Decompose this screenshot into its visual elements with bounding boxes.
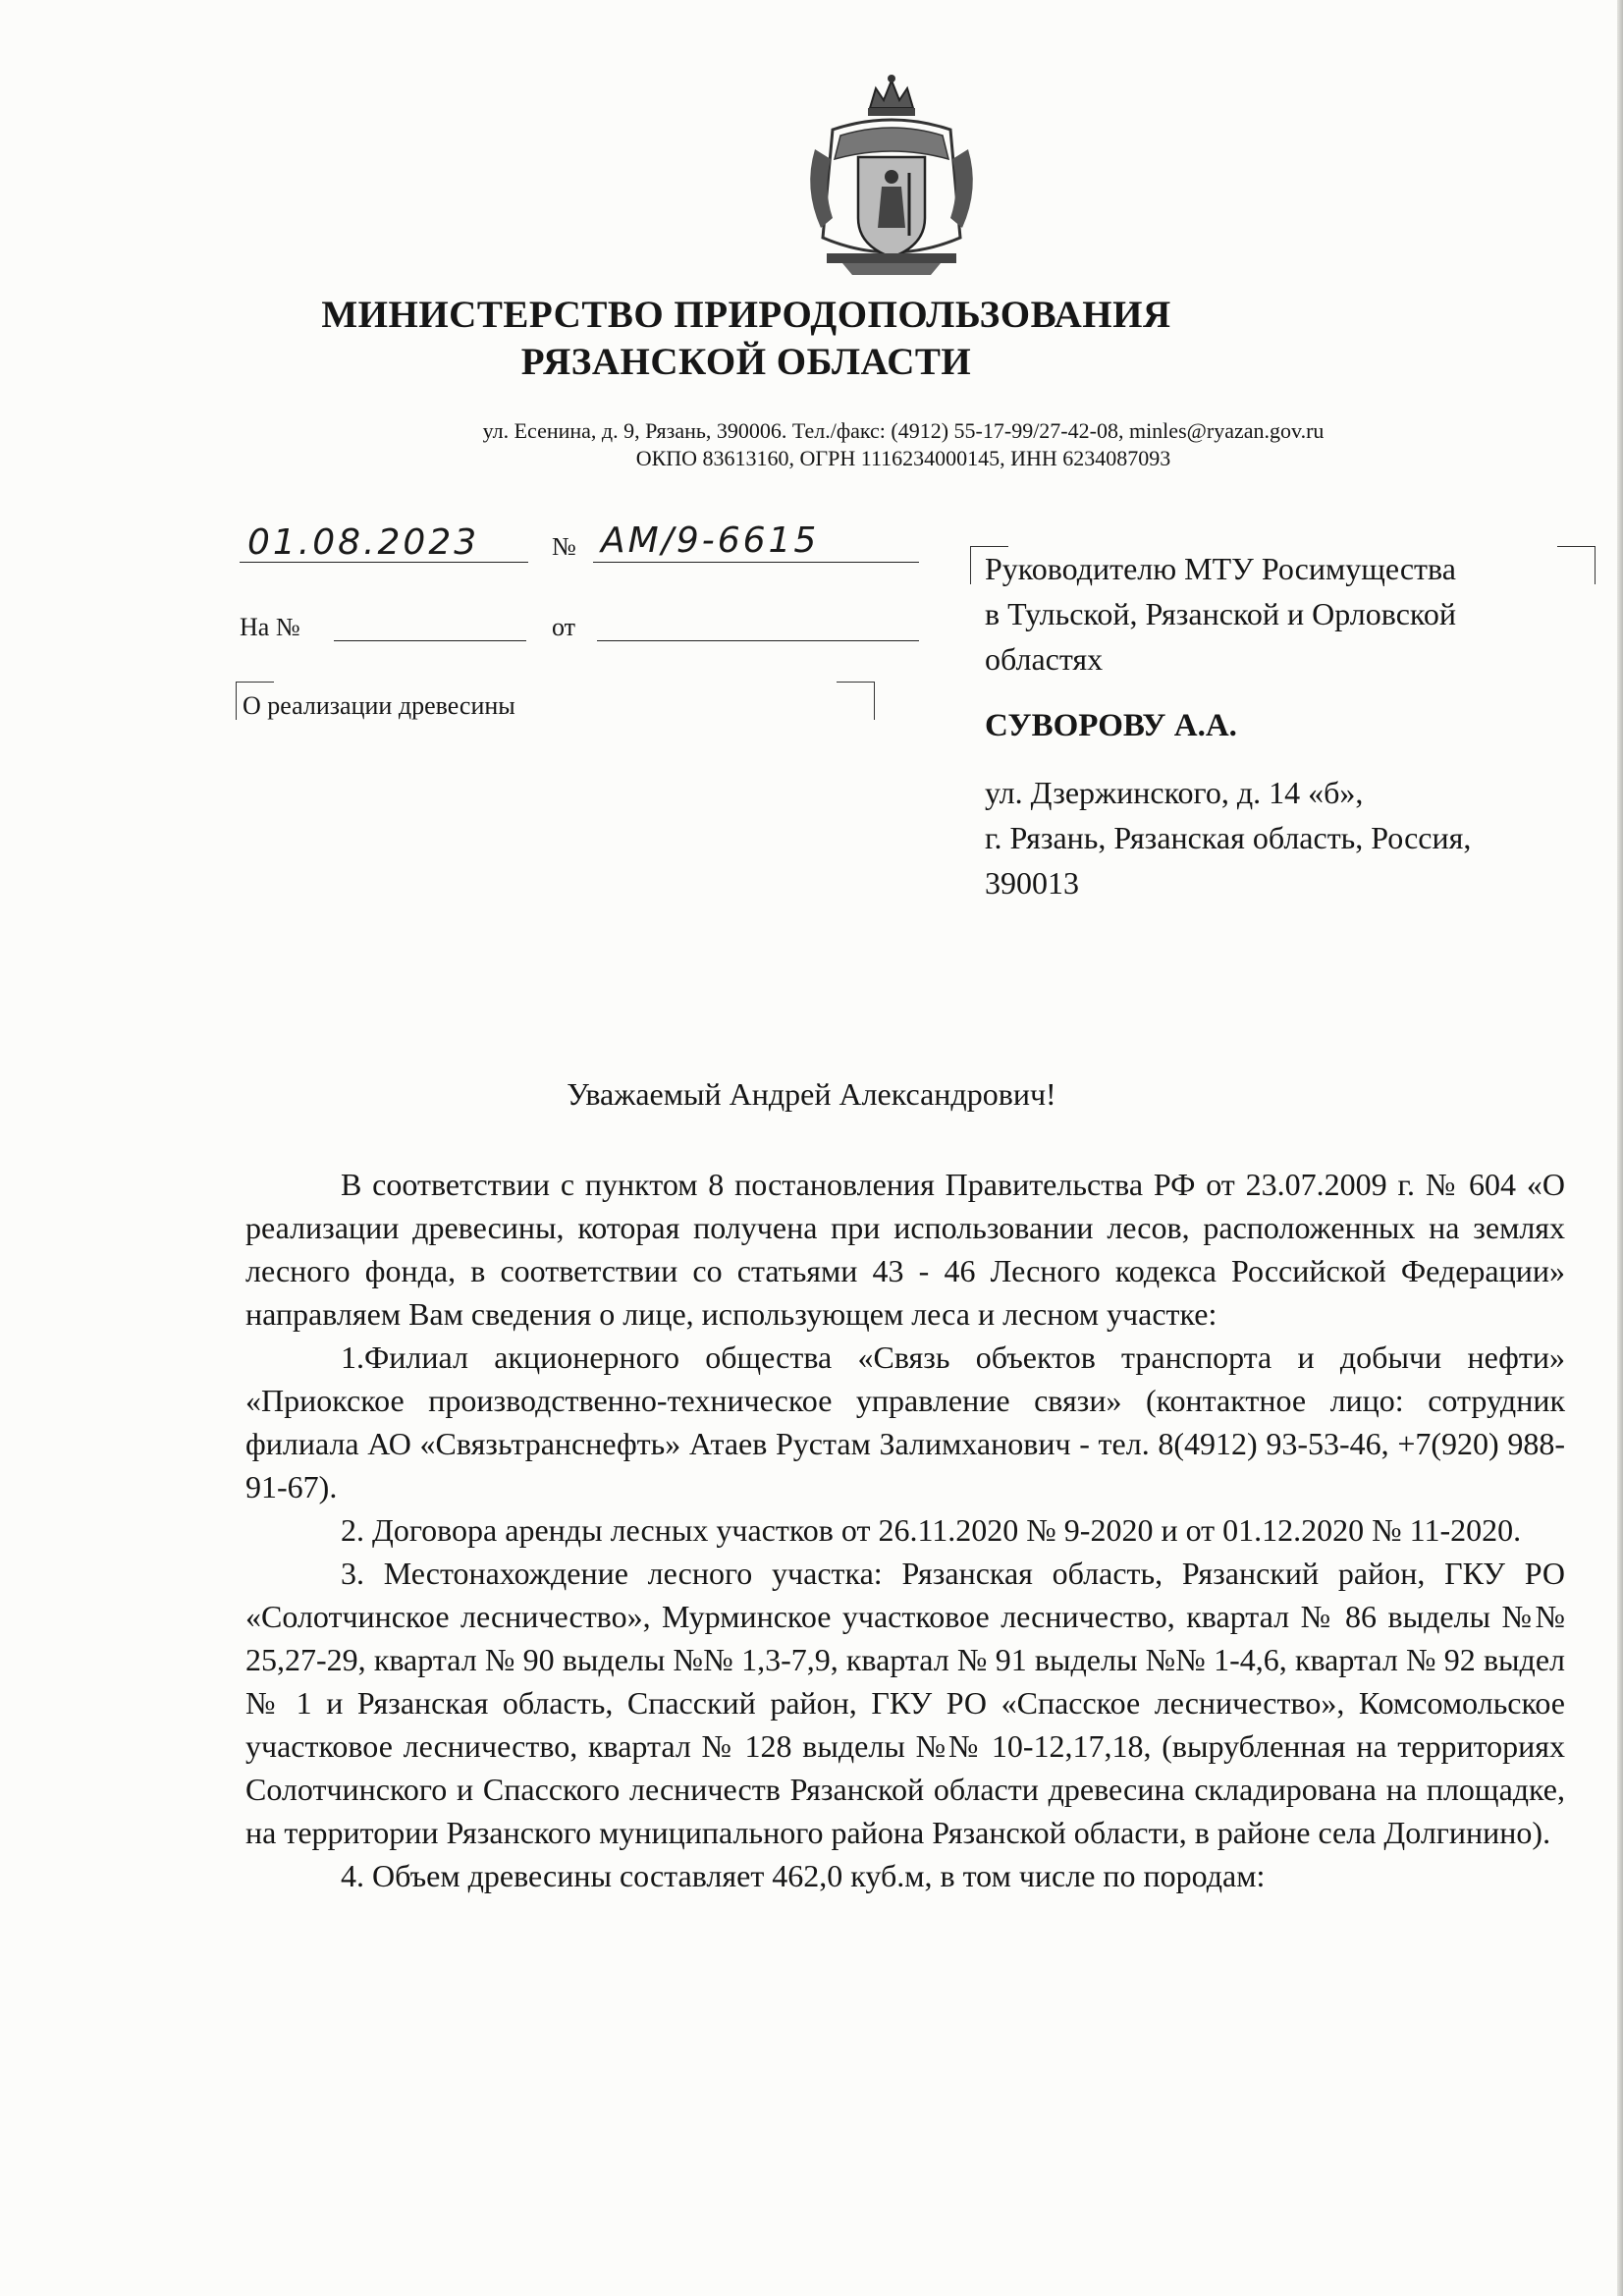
outgoing-number: АМ/9-6615 [601,520,820,561]
letter-body [245,1163,1565,1897]
ryazan-coat-of-arms-icon [793,71,990,282]
addressee-name: СУВОРОВУ А.А. [985,708,1237,743]
subject-corner-right [837,682,875,720]
body-paragraph: 1.Филиал акционерного общества «Связь объектов транспорта и добычи нефти» «Приокское производственно-техническое управление связи» (контактное лицо: сотрудник филиала АО «Связьтранснефть» Атаев Рустам Залимханович - тел. 8(4912) 93-53-46, +7(920) 988-91-67). [245,1339,1565,1504]
ministry-codes: ОКПО 83613160, ОГРН 1116234000145, ИНН 6234087093 [635,446,1171,470]
number-sign: № [552,532,576,561]
ministry-title-line2: РЯЗАНСКОЙ ОБЛАСТИ [520,341,972,383]
scan-edge-shadow [1617,0,1623,2296]
reply-from-date-field [597,640,919,641]
body-paragraph: 2. Договора аренды лесных участков от 26.11.2020 № 9-2020 и от 01.12.2020 № 11-2020. [341,1512,1522,1548]
body-paragraph: 3. Местонахождение лесного участка: Рязанская область, Рязанский район, ГКУ РО «Солотчинское лесничество», Мурминское участковое лесничество, квартал № 86 выделы №№ 25,27-29, квартал № 90 выделы №№ 1,3-7,9, квартал № 91 выделы №№ 1-4,6, квартал № 92 выдел № 1 и Рязанская область, Спасский район, ГКУ РО «Спасское лесничество», Комсомольское участковое лесничество, квартал № 128 выделы №№ 10-12,17,18, (вырубленная на территориях Солотчинского и Спасского лесничеств Рязанской области древесина складирована на площадке, на территории Рязанского муниципального района Рязанской области, в районе села Долгинино). [245,1556,1565,1850]
date-underline [240,562,528,563]
addressee-postcode: 390013 [985,865,1079,901]
ministry-address: ул. Есенина, д. 9, Рязань, 390006. Тел./факс: (4912) 55-17-99/27-42-08, minles@ryazan.gov.ru [482,418,1325,443]
addressee-street: ул. Дзержинского, д. 14 «б», [985,775,1364,810]
addressee-position-line3: областях [985,641,1104,677]
addressee-corner-right [1557,546,1596,584]
body-paragraph: 4. Объем древесины составляет 462,0 куб.м, в том числе по породам: [341,1858,1266,1893]
reply-to-number-field [334,640,526,641]
addressee-position-line2: в Тульской, Рязанской и Орловской [985,596,1456,631]
outgoing-date: 01.08.2023 [247,522,480,563]
letter-subject: О реализации древесины [243,691,515,720]
number-underline [593,562,919,563]
body-paragraph: В соответствии с пунктом 8 постановления Правительства РФ от 23.07.2009 г. № 604 «О реализации древесины, которая получена при использовании лесов, расположенных на землях лесного фонда, в соответствии со статьями 43 - 46 Лесного кодекса Российской Федерации» направляем Вам сведения о лице, использующем леса и лесном участке: [245,1167,1565,1332]
ministry-title-line1: МИНИСТЕРСТВО ПРИРОДОПОЛЬЗОВАНИЯ [321,294,1171,336]
addressee-position-line1: Руководителю МТУ Росимущества [985,551,1456,586]
letter-greeting: Уважаемый Андрей Александрович! [567,1076,1056,1112]
addressee-city: г. Рязань, Рязанская область, Россия, [985,820,1472,855]
reply-from-label: от [552,613,576,641]
reply-to-label: На № [240,613,300,641]
